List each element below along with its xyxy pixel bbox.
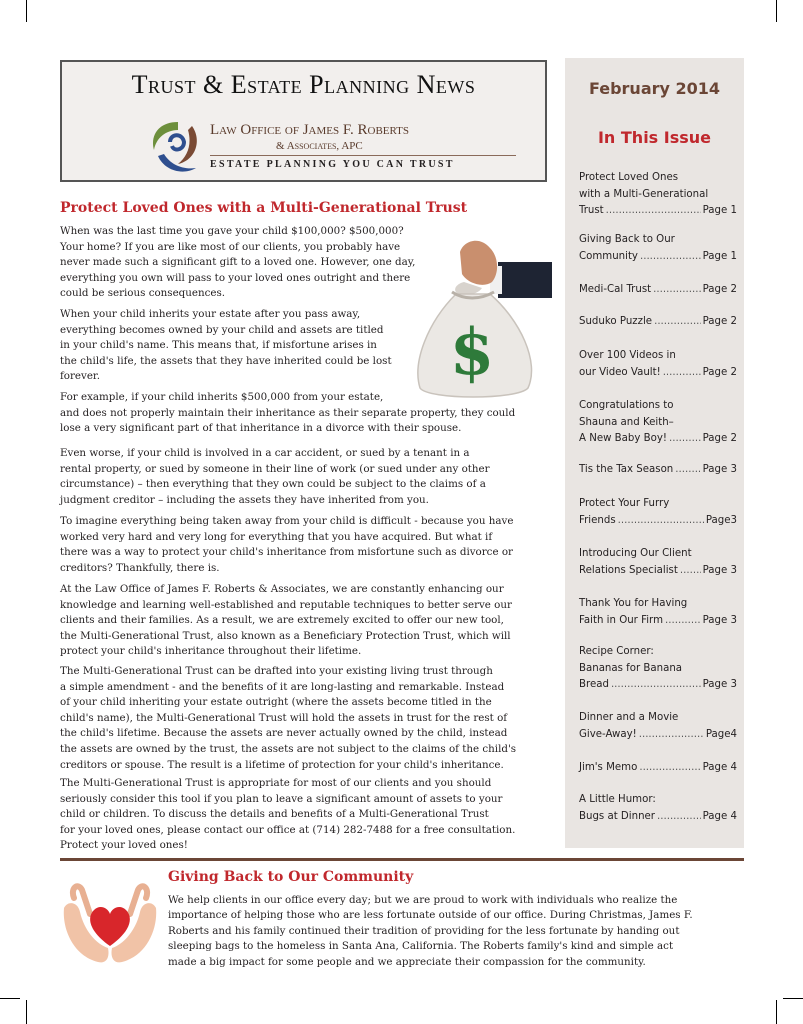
toc-entry-title: Faith in Our Firm	[579, 614, 663, 626]
text-line: To imagine everything being taken away from your child is difficult - because you have	[60, 515, 514, 527]
text-line: protect your child's inheritance throughout their lifetime.	[60, 645, 362, 658]
toc-entry[interactable]	[579, 546, 737, 579]
toc-leader-dots	[611, 677, 701, 694]
toc-leader-dots	[639, 727, 704, 744]
toc-entry[interactable]	[579, 282, 737, 299]
toc-entry[interactable]	[579, 170, 737, 220]
toc-entry-title: Jim's Memo	[579, 762, 638, 773]
text-line: made a big impact for some people and we appreciate their compassion for the community.	[168, 955, 646, 968]
toc-page-number: Page 2	[702, 284, 737, 295]
toc-entry[interactable]	[579, 314, 737, 331]
toc-entry-title: our Video Vault!	[579, 366, 661, 378]
text-line: creditors or spouse. The result is a lifetime of protection for your child's inheritance.	[60, 758, 504, 771]
text-line: When was the last time you gave your child $100,000? $500,000?	[60, 225, 404, 237]
toc-page-number: Page 1	[702, 205, 737, 216]
text-line: creditors? Thankfully, there is.	[60, 561, 220, 574]
text-line: there was a way to protect your child's inheritance from misfortune such as divorce or	[60, 546, 513, 559]
text-line: sleeping bags to the homeless in Santa Ana, California. The Roberts family's kind and simple act	[168, 940, 674, 953]
text-line: the assets are owned by the trust, the assets are not subject to the claims of the child's	[60, 742, 517, 755]
firm-tagline: ESTATE PLANNING YOU CAN TRUST	[210, 159, 455, 170]
text-line: forever.	[60, 370, 101, 383]
toc-page-number: Page 2	[702, 433, 737, 444]
toc-entry-last-line	[579, 563, 737, 580]
text-line: clients and their families. As a result, we are extremely excited to offer our new tool,	[60, 614, 504, 627]
toc-entry-last-line	[579, 760, 737, 777]
text-line: and does not properly maintain their inheritance as their separate property, they could	[60, 406, 516, 419]
crop-mark	[26, 1000, 27, 1024]
article-paragraph	[60, 776, 515, 854]
toc-entry-line: A Little Humor:	[579, 794, 656, 805]
toc-entry-title: Give-Away!	[579, 728, 637, 740]
text-line: of your child inheriting your estate outright (where the assets become titled in the	[60, 696, 492, 709]
toc-entry-last-line	[579, 282, 737, 299]
toc-page-number: Page 4	[702, 810, 737, 822]
toc-page-number: Page 4	[702, 762, 737, 773]
text-line: for your loved ones, please contact our office at (714) 282-7488 for a free consultation.	[60, 823, 516, 836]
text-line: For example, if your child inherits $500,000 from your estate,	[60, 391, 384, 403]
firm-name: Law Office of James F. Roberts	[210, 122, 410, 138]
text-line: importance of helping those who are less fortunate outside of our office. During Christmas, James F.	[168, 909, 693, 922]
text-line: We help clients in our office every day; but we are proud to work with individuals who realize the	[168, 894, 678, 906]
newsletter-title: Trust & Estate Planning News	[131, 70, 476, 99]
toc-entry-title: Relations Specialist	[579, 564, 678, 576]
firm-logo-icon	[148, 116, 204, 176]
toc-entry[interactable]	[579, 348, 737, 381]
toc-entry-last-line	[579, 365, 737, 382]
money-bag-icon	[408, 222, 552, 400]
toc-leader-dots	[606, 203, 701, 220]
toc-entry[interactable]	[579, 496, 737, 529]
masthead	[60, 60, 547, 182]
toc-entry[interactable]	[579, 644, 737, 694]
article-paragraph	[60, 446, 490, 508]
toc-leader-dots	[665, 613, 701, 630]
toc-entry-line: Shauna and Keith–	[579, 416, 674, 428]
toc-entry[interactable]	[579, 760, 737, 777]
toc-entry[interactable]	[579, 398, 737, 448]
in-this-issue-heading: In This Issue	[597, 128, 712, 147]
text-line: could be serious consequences.	[60, 287, 226, 300]
toc-entry-title: Suduko Puzzle	[579, 316, 653, 327]
article-heading: Protect Loved Ones with a Multi-Generational Trust	[60, 200, 468, 216]
toc-entry-last-line	[579, 249, 737, 266]
toc-page-number: Page 3	[702, 614, 737, 626]
text-line: the Multi-Generational Trust, also known as a Beneficiary Protection Trust, which will	[60, 629, 511, 642]
hands-heart-icon	[60, 868, 160, 968]
text-line: lose a very significant part of that inheritance in a divorce with their spouse.	[60, 422, 462, 435]
toc-entry-title: Friends	[579, 514, 616, 526]
toc-leader-dots	[669, 431, 701, 448]
text-line: everything you own will pass to your loved ones outright and there	[60, 271, 411, 284]
crop-mark	[776, 0, 777, 22]
toc-leader-dots	[657, 809, 701, 826]
crop-mark	[776, 1000, 777, 1024]
text-line: Roberts and his family continued their tradition of providing for the less fortunate by handing out	[168, 924, 680, 937]
text-line: Even worse, if your child is involved in a car accident, or sued by a tenant in a	[60, 447, 470, 459]
text-line: Your home? If you are like most of our clients, you probably have	[60, 240, 401, 253]
toc-page-number: Page 3	[702, 464, 737, 475]
toc-entry-last-line	[579, 513, 737, 530]
toc-entry-line: Bananas for Banana	[579, 662, 683, 674]
toc-entry[interactable]	[579, 710, 737, 743]
toc-entry-title: Bread	[579, 679, 609, 690]
toc-entry[interactable]	[579, 792, 737, 825]
text-line: When your child inherits your estate after you pass away,	[60, 308, 361, 320]
toc-entry-line: Protect Loved Ones	[579, 172, 679, 183]
toc-entry-last-line	[579, 431, 737, 448]
toc-entry-title: Bugs at Dinner	[579, 810, 655, 822]
text-line: The Multi-Generational Trust is appropriate for most of our clients and you should	[60, 777, 492, 789]
toc-entry-last-line	[579, 613, 737, 630]
toc-entry-last-line	[579, 203, 737, 220]
toc-entry-line: Giving Back to Our	[579, 234, 675, 245]
toc-page-number: Page 3	[702, 564, 737, 576]
text-line: never made such a significant gift to a loved one. However, one day,	[60, 256, 416, 269]
article-paragraph	[60, 224, 415, 302]
toc-page-number: Page 2	[702, 316, 737, 327]
text-line: the child's lifetime. Because the assets are never actually owned by the child, instead	[60, 727, 508, 740]
sidebar	[565, 58, 744, 848]
toc-leader-dots	[639, 760, 700, 777]
community-body	[168, 893, 742, 970]
toc-entry-title: Community	[579, 250, 638, 262]
article-paragraph	[60, 664, 516, 773]
crop-mark	[26, 0, 27, 22]
text-line: everything becomes owned by your child and assets are titled	[60, 323, 384, 336]
toc-entry-last-line	[579, 727, 737, 744]
toc-entry-last-line	[579, 677, 737, 694]
toc-entry[interactable]	[579, 596, 737, 629]
text-line: child or children. To discuss the details and benefits of a Multi-Generational Trust	[60, 808, 489, 821]
article-paragraph	[60, 582, 512, 660]
text-line: knowledge and learning well-established and reputable techniques to better serve our	[60, 598, 512, 611]
toc-page-number: Page 3	[702, 679, 737, 690]
firm-suffix: & Associates, APC	[276, 140, 363, 152]
toc-entry[interactable]	[579, 462, 737, 479]
toc-entry-last-line	[579, 462, 737, 479]
text-line: rental property, or sued by someone in their line of work (or sued under any other	[60, 462, 490, 475]
text-line: child's name), the Multi-Generational Trust will hold the assets in trust for the rest of	[60, 711, 508, 724]
article-paragraph	[60, 307, 392, 385]
toc-entry-line: Introducing Our Client	[579, 548, 692, 559]
toc-page-number: Page 2	[702, 366, 737, 378]
toc-entry-line: Congratulations to	[579, 400, 674, 411]
toc-entry-line: with a Multi-Generational	[579, 188, 709, 200]
text-line: in your child's name. This means that, if misfortune arises in	[60, 339, 377, 352]
toc-leader-dots	[654, 314, 701, 331]
toc-entry-line: Over 100 Videos in	[579, 350, 676, 361]
toc-entry-title: Trust	[579, 205, 604, 216]
toc-entry[interactable]	[579, 232, 737, 265]
crop-mark	[783, 998, 803, 999]
text-line: seriously consider this tool if you plan to leave a significant amount of assets to your	[60, 792, 503, 805]
text-line: The Multi-Generational Trust can be drafted into your existing living trust through	[60, 665, 493, 677]
toc-entry-title: Tis the Tax Season	[579, 464, 674, 475]
article-paragraph	[60, 390, 515, 437]
toc-entry-line: Dinner and a Movie	[579, 712, 679, 723]
svg-text:$: $	[449, 315, 495, 390]
toc-entry-last-line	[579, 314, 737, 331]
text-line: Protect your loved ones!	[60, 839, 188, 852]
logo-divider	[210, 155, 516, 156]
text-line: a simple amendment - and the benefits of it are long-lasting and remarkable. Instead	[60, 680, 505, 693]
toc-page-number: Page4	[705, 728, 737, 740]
toc-leader-dots	[680, 563, 701, 580]
toc-entry-line: Recipe Corner:	[579, 646, 654, 657]
text-line: circumstance) – then everything that they own could be subject to the claims of a	[60, 478, 486, 491]
text-line: the child's life, the assets that they have inherited could be lost	[60, 354, 392, 367]
community-heading: Giving Back to Our Community	[168, 869, 414, 885]
toc-leader-dots	[640, 249, 701, 266]
section-divider	[60, 858, 744, 861]
toc-leader-dots	[653, 282, 700, 299]
toc-leader-dots	[618, 513, 704, 530]
toc-page-number: Page3	[705, 514, 737, 526]
crop-mark	[0, 998, 20, 999]
toc-entry-line: Thank You for Having	[579, 598, 688, 609]
toc-entry-title: A New Baby Boy!	[579, 433, 667, 444]
toc-entry-title: Medi-Cal Trust	[579, 284, 652, 295]
article-paragraph	[60, 514, 513, 576]
toc-page-number: Page 1	[702, 250, 737, 262]
text-line: worked very hard and very long for everything that you have acquired. But what if	[60, 530, 493, 543]
issue-date: February 2014	[588, 79, 721, 98]
toc-leader-dots	[675, 462, 700, 479]
toc-leader-dots	[663, 365, 701, 382]
toc-entry-last-line	[579, 809, 737, 826]
toc-entry-line: Protect Your Furry	[579, 498, 670, 509]
text-line: At the Law Office of James F. Roberts & Associates, we are constantly enhancing our	[60, 583, 504, 595]
text-line: judgment creditor – including the assets they have inherited from you.	[60, 493, 429, 506]
